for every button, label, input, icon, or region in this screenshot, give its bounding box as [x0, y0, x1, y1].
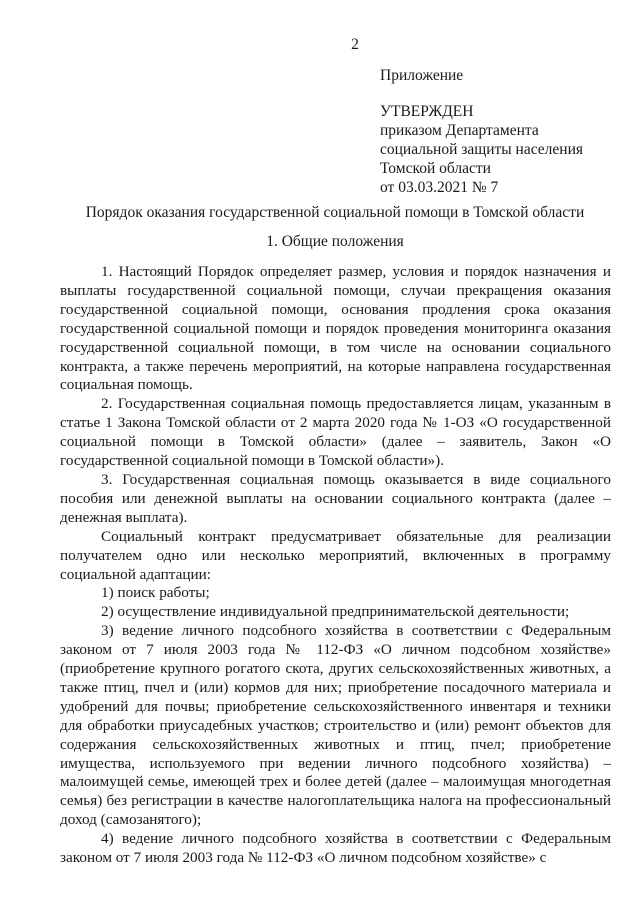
paragraph: 1. Настоящий Порядок определяет размер, условия и порядок назначения и выплаты государственной социальной помощи, случаи прекращения оказания государственной социальной помощи, основания продления срока оказания государственной социальной помощи и порядок проведения мониторинга оказания государственной социальной помощи, в том числе на основании социального контракта, а также перечень мероприятий, на которые направлена государственная социальная помощь. — [60, 263, 611, 394]
approval-block — [380, 66, 583, 197]
list-item: 1) поиск работы; — [101, 584, 210, 602]
paragraph: Социальный контракт предусматривает обязательные для реализации получателем одно или несколько мероприятий, включенных в программу социальной адаптации: — [60, 527, 611, 583]
approved-label: УТВЕРЖДЕН — [380, 103, 474, 120]
document-title: Порядок оказания государственной социальной помощи в Томской области — [85, 204, 585, 221]
section-heading: 1. Общие положения — [266, 233, 404, 250]
paragraph: 2. Государственная социальная помощь предоставляется лицам, указанным в статье 1 Закона Томской области от 2 марта 2020 года № 1-ОЗ «О государственной социальной помощи в Томской области» (далее – заявитель, Закон «О государственной социальной помощи в Томской области»). — [60, 395, 611, 470]
paragraph: 3. Государственная социальная помощь оказывается в виде социального пособия или денежной выплаты на основании социального контракта (далее – денежная выплата). — [60, 470, 611, 526]
approval-line: социальной защиты населения — [380, 141, 584, 158]
approval-line: приказом Департамента — [380, 122, 539, 139]
page-number: 2 — [351, 36, 359, 53]
approval-line: Томской области — [380, 160, 491, 177]
approval-date: от 03.03.2021 № 7 — [380, 179, 499, 196]
document-body — [60, 263, 611, 868]
appendix-label: Приложение — [380, 67, 464, 84]
list-item: 2) осуществление индивидуальной предпринимательской деятельности; — [101, 603, 570, 621]
list-item: 3) ведение личного подсобного хозяйства в соответствии с Федеральным законом от 7 июля 2003 года № 112-ФЗ «О личном подсобном хозяйстве» (приобретение крупного рогатого скота, других сельскохозяйственных животных, а также птиц, пчел и (или) кормов для них; приобретение посадочного материала и удобрений для почвы; приобретение сельскохозяйственного инвентаря и техники для обработки приусадебных участков; строительство и (или) ремонт объектов для содержания сельскохозяйственных животных и птиц, пчел; приобретение имущества, используемого при ведении личного подсобного хозяйства) – малоимущей семье, имеющей трех и более детей (далее – малоимущая многодетная семья) без регистрации в качестве налогоплательщика налога на профессиональный доход (самозанятого); — [60, 622, 611, 829]
list-item: 4) ведение личного подсобного хозяйства в соответствии с Федеральным законом от 7 июля 2003 года № 112-ФЗ «О личном подсобном хозяйстве» с — [60, 830, 611, 867]
